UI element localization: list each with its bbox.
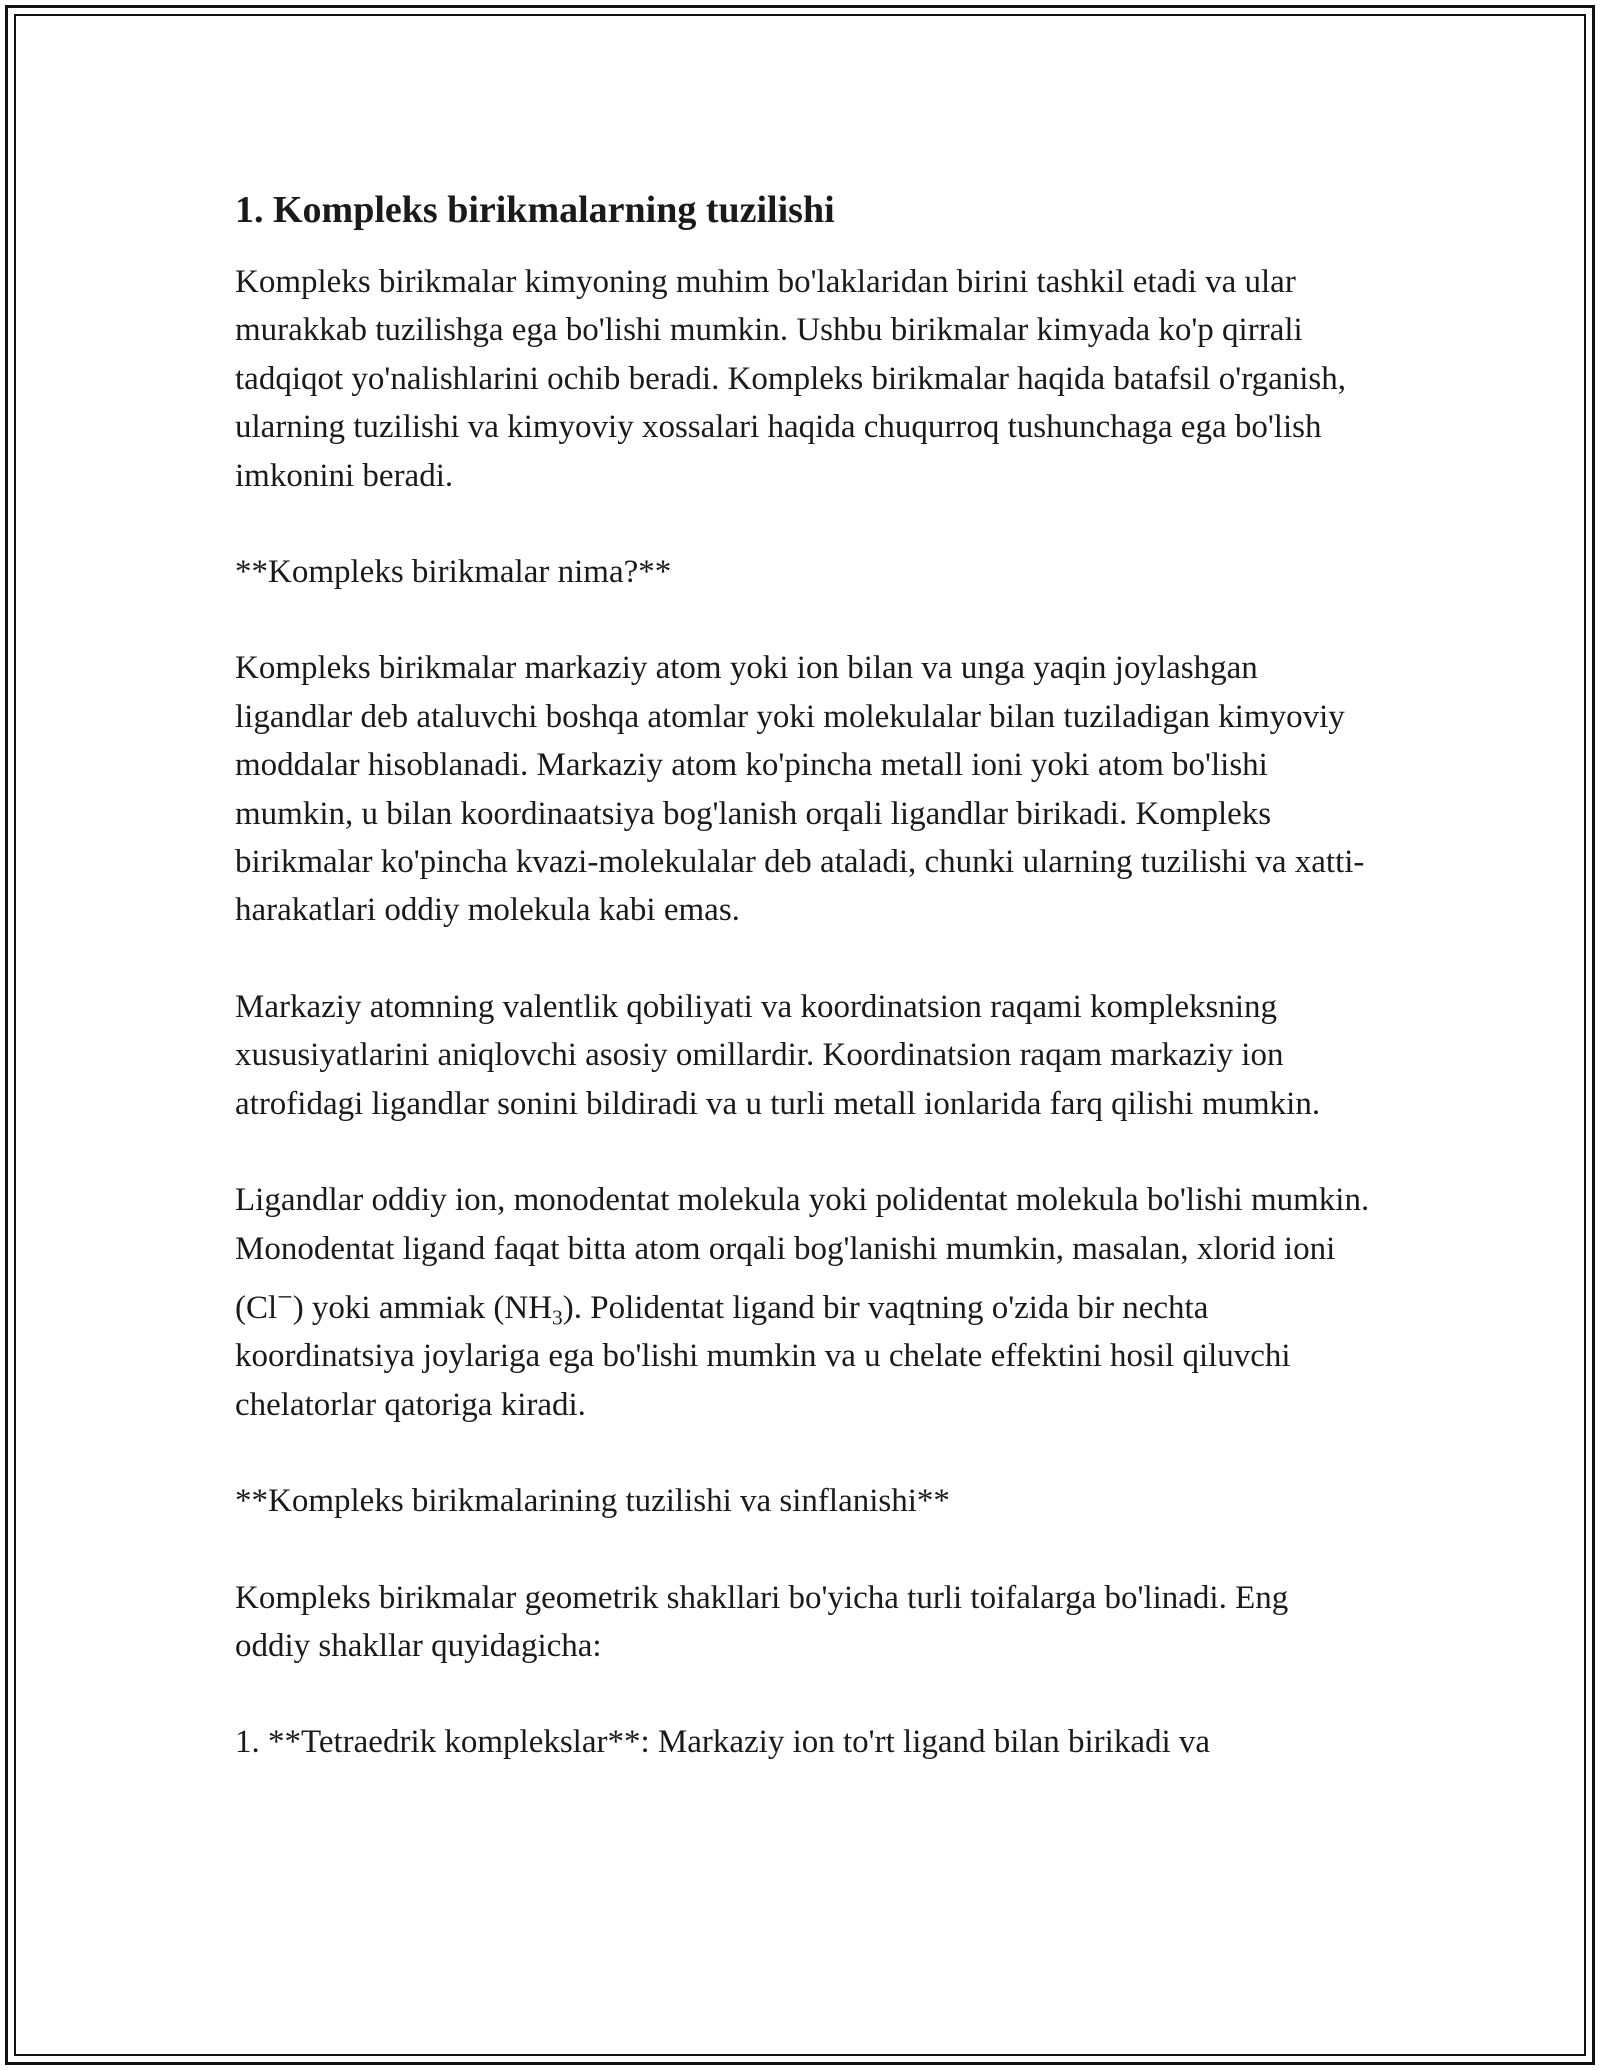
ligand-text-part3: ). Polidentat ligand bir vaqtning o'zida bir nechta koordinatsiya joylariga ega bo'lishi mumkin va u chelate effektini hosil qiluvchi chelatorlar qatoriga kiradi. (235, 1289, 1291, 1423)
document-body (235, 186, 1370, 1815)
subheading-structure-classification: **Kompleks birikmalarining tuzilishi va sinflanishi** (235, 1483, 950, 1520)
ligand-paragraph (235, 1176, 1370, 1429)
subheading-what-are-complexes: **Kompleks birikmalar nima?** (235, 554, 672, 591)
definition-paragraph: Kompleks birikmalar markaziy atom yoki ion bilan va unga yaqin joylashgan ligandlar deb ataluvchi boshqa atomlar yoki molekulalar bilan tuziladigan kimyoviy moddalar hisoblanadi. Markaziy atom ko'pincha metall ioni yoki atom bo'lishi mumkin, u bilan koordinaatsiya bog'lanish orqali ligandlar birikadi. Kompleks birikmalar ko'pincha kvazi-molekulalar deb ataladi, chunki ularning tuzilishi va xatti-harakatlari oddiy molekula kabi emas. (235, 650, 1365, 929)
list-item-tetrahedral: 1. **Tetraedrik komplekslar**: Markaziy ion to'rt ligand bilan birikadi va (235, 1724, 1211, 1761)
chloride-charge: − (277, 1280, 293, 1312)
ammonia-subscript: 3 (552, 1305, 563, 1330)
section-heading: 1. Kompleks birikmalarning tuzilishi (235, 189, 835, 231)
intro-paragraph: Kompleks birikmalar kimyoning muhim bo'laklaridan birini tashkil etadi va ular murakkab tuzilishga ega bo'lishi mumkin. Ushbu birikmalar kimyada ko'p qirrali tadqiqot yo'nalishlarini ochib beradi. Kompleks birikmalar haqida batafsil o'rganish, ularning tuzilishi va kimyoviy xossalari haqida chuqurroq tushunchaga ega bo'lish imkonini beradi. (235, 264, 1347, 494)
ligand-text-part2: ) yoki ammiak (NH (292, 1289, 553, 1326)
ligand-text-part1: Ligandlar oddiy ion, monodentat molekula yoki polidentat molekula bo'lishi mumkin. Monodentat ligand faqat bitta atom orqali bog'lanishi mumkin, masalan, xlorid ioni (Cl (235, 1182, 1370, 1326)
geometry-paragraph: Kompleks birikmalar geometrik shakllari bo'yicha turli toifalarga bo'linadi. Eng oddiy shakllar quyidagicha: (235, 1579, 1289, 1664)
coordination-paragraph: Markaziy atomning valentlik qobiliyati va koordinatsion raqami kompleksning xususiyatlarini aniqlovchi asosiy omillardir. Koordinatsion raqam markaziy ion atrofidagi ligandlar sonini bildiradi va u turli metall ionlarida farq qilishi mumkin. (235, 988, 1321, 1122)
